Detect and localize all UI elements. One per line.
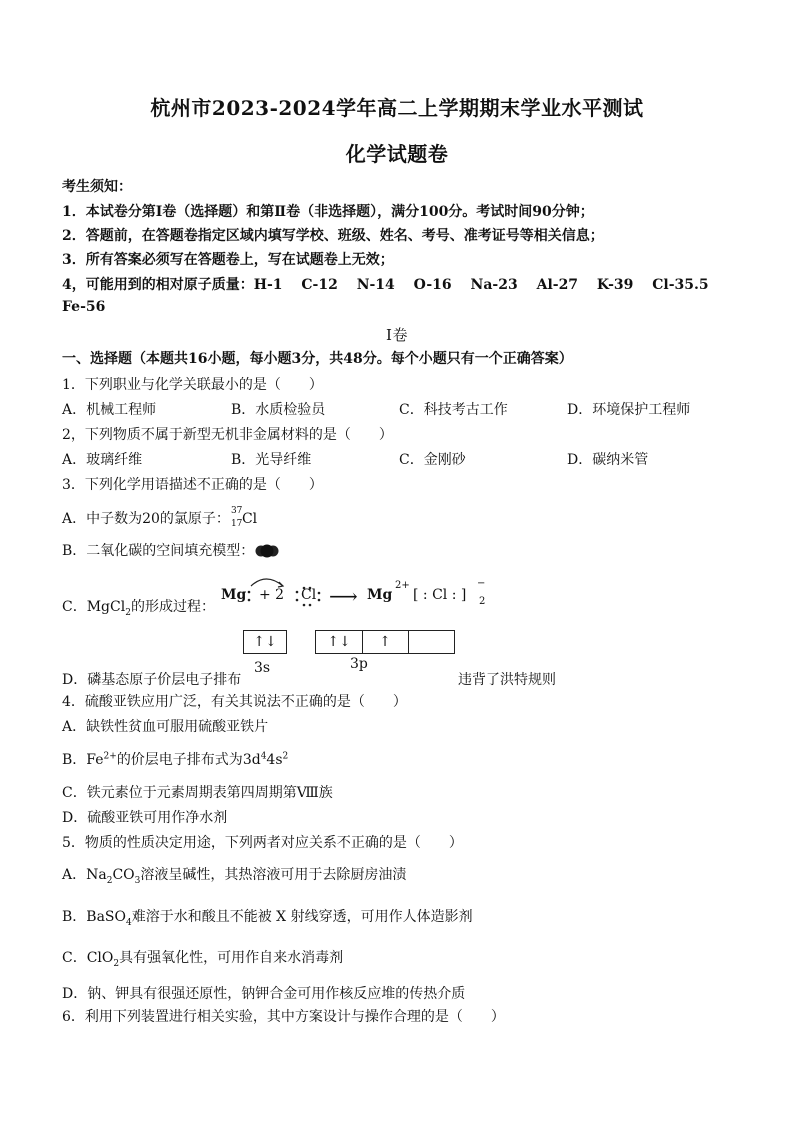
q2-option-a: A．玻璃纤维 bbox=[62, 452, 143, 468]
na-subscript: 2 bbox=[106, 875, 113, 886]
mg-ion-symbol: Mg bbox=[367, 587, 393, 603]
element-symbol: Cl bbox=[241, 511, 258, 527]
config-4s: 4s bbox=[266, 752, 283, 768]
mass-number: 37 bbox=[230, 506, 243, 516]
q3-option-a-text: A．中子数为20的氯原子： bbox=[62, 511, 230, 527]
q5-stem: 5．物质的性质决定用途，下列两者对应关系不正确的是（ ） bbox=[62, 835, 463, 851]
mgcl2-subscript: 2 bbox=[125, 607, 131, 618]
notice-item-1: 1．本试卷分第Ⅰ卷（选择题）和第Ⅱ卷（非选择题），满分100分。考试时间90分钟； bbox=[62, 204, 594, 220]
config-3d: 3d bbox=[242, 752, 261, 768]
q3-option-c-prefix: C． bbox=[62, 599, 87, 615]
baso-symbol: BaSO bbox=[86, 909, 126, 925]
q2-option-b: B．光导纤维 bbox=[231, 452, 312, 468]
electron-dot-equation bbox=[221, 572, 491, 612]
clo2-subscript: 2 bbox=[113, 958, 120, 969]
q3-option-c bbox=[62, 596, 215, 618]
mg-ion-charge: 2+ bbox=[395, 580, 410, 591]
co-symbol: CO bbox=[112, 867, 135, 883]
q3-option-a bbox=[62, 508, 257, 528]
na-symbol: Na bbox=[86, 867, 107, 883]
co3-subscript: 3 bbox=[134, 875, 141, 886]
q4-option-d: D．硫酸亚铁可用作净水剂 bbox=[62, 810, 228, 826]
q2-stem: 2，下列物质不属于新型无机非金属材料的是（ ） bbox=[62, 427, 393, 443]
q3-stem: 3．下列化学用语描述不正确的是（ ） bbox=[62, 477, 323, 493]
q5-option-a bbox=[62, 864, 406, 886]
orbital-3s-label: 3s bbox=[254, 660, 271, 676]
fe-ion-charge: 2+ bbox=[103, 751, 117, 762]
chloride-charge: − bbox=[477, 578, 486, 589]
volume-label: Ⅰ卷 bbox=[386, 326, 408, 344]
notice-heading: 考生须知： bbox=[62, 179, 132, 195]
q4-option-c: C．铁元素位于元素周期表第四周期第Ⅷ族 bbox=[62, 785, 333, 801]
orbital-3s bbox=[243, 630, 287, 654]
q5-option-c-text: 具有强氧化性，可用作自来水消毒剂 bbox=[119, 950, 344, 966]
q3-option-d-text: D．磷基态原子价层电子排布 bbox=[62, 672, 242, 688]
mgcl2-formula: MgCl bbox=[86, 599, 126, 615]
q1-option-b: B．水质检验员 bbox=[231, 402, 326, 418]
q1-option-a: A．机械工程师 bbox=[62, 402, 157, 418]
q6-stem: 6．利用下列装置进行相关实验，其中方案设计与操作合理的是（ ） bbox=[62, 1009, 505, 1025]
q1-option-c: C．科技考古工作 bbox=[399, 402, 508, 418]
exam-title: 杭州市2023-2024学年高二上学期期末学业水平测试 bbox=[150, 96, 644, 120]
q3-option-d-tail: 违背了洪特规则 bbox=[458, 672, 556, 688]
orbital-3s-cell: ↑↓ bbox=[253, 634, 277, 650]
baso4-subscript: 4 bbox=[126, 917, 132, 928]
notice-item-3: 3．所有答案必须写在答题卷上，写在试题卷上无效； bbox=[62, 252, 394, 268]
notice-item-2: 2．答题前，在答题卷指定区域内填写学校、班级、姓名、考号、准考证号等相关信息； bbox=[62, 228, 604, 244]
q5-option-c-prefix: C． bbox=[62, 950, 87, 966]
q4-option-b-mid: 的价层电子排布式为 bbox=[116, 752, 243, 768]
chloride-count: 2 bbox=[479, 596, 486, 607]
config-3d-count: 4 bbox=[260, 751, 267, 762]
co2-space-filling-model-icon bbox=[254, 544, 280, 558]
clo-symbol: ClO bbox=[86, 950, 114, 966]
plus-two: + 2 bbox=[259, 587, 285, 603]
section-heading: 一、选择题（本题共16小题，每小题3分，共48分。每个小题只有一个正确答案） bbox=[62, 351, 573, 367]
q5-option-d: D．钠、钾具有很强还原性，钠钾合金可用作核反应堆的传热介质 bbox=[62, 986, 466, 1002]
q4-option-b-prefix: B． bbox=[62, 752, 87, 768]
q2-option-d: D．碳纳米管 bbox=[567, 452, 649, 468]
config-4s-count: 2 bbox=[282, 751, 289, 762]
notice-item-5: Fe-56 bbox=[62, 299, 106, 315]
orbital-3p-cell-3 bbox=[408, 631, 454, 653]
q3-option-b bbox=[62, 540, 280, 560]
q5-option-b bbox=[62, 906, 473, 928]
exam-subtitle: 化学试题卷 bbox=[345, 142, 449, 166]
chloride-bracket: [ : Cl : ] bbox=[413, 587, 467, 603]
orbital-3p-label: 3p bbox=[350, 656, 368, 672]
q5-option-a-prefix: A． bbox=[62, 867, 87, 883]
orbital-3p-cell-1: ↑↓ bbox=[316, 631, 363, 653]
q1-option-d: D．环境保护工程师 bbox=[567, 402, 691, 418]
q4-stem: 4．硫酸亚铁应用广泛，有关其说法不正确的是（ ） bbox=[62, 694, 407, 710]
atomic-number: 17 bbox=[230, 519, 243, 529]
orbital-3p-cell-2: ↑ bbox=[362, 631, 409, 653]
q1-stem: 1．下列职业与化学关联最小的是（ ） bbox=[62, 377, 323, 393]
mg-symbol: Mg bbox=[221, 587, 247, 603]
q4-option-a: A．缺铁性贫血可服用硫酸亚铁片 bbox=[62, 719, 269, 735]
q5-option-c bbox=[62, 947, 343, 969]
reaction-arrow-icon: ⟶ bbox=[329, 584, 358, 608]
isotope-notation bbox=[230, 506, 243, 529]
orbital-3p bbox=[315, 630, 455, 654]
cl-symbol: Cl bbox=[301, 587, 317, 603]
fe-ion: Fe bbox=[86, 752, 104, 768]
q5-option-a-text: 溶液呈碱性，其热溶液可用于去除厨房油渍 bbox=[140, 867, 407, 883]
notice-item-4: 4，可能用到的相对原子质量：H-1 C-12 N-14 O-16 Na-23 Al-27 K-39 Cl-35.5 bbox=[62, 277, 709, 293]
q3-option-c-suffix: 的形成过程： bbox=[130, 599, 215, 615]
q4-option-b bbox=[62, 749, 288, 769]
q3-option-b-text: B．二氧化碳的空间填充模型： bbox=[62, 543, 255, 559]
q5-option-b-prefix: B． bbox=[62, 909, 87, 925]
q5-option-b-text: 难溶于水和酸且不能被 X 射线穿透，可用作人体造影剂 bbox=[131, 909, 473, 925]
q2-option-c: C．金刚砂 bbox=[399, 452, 466, 468]
